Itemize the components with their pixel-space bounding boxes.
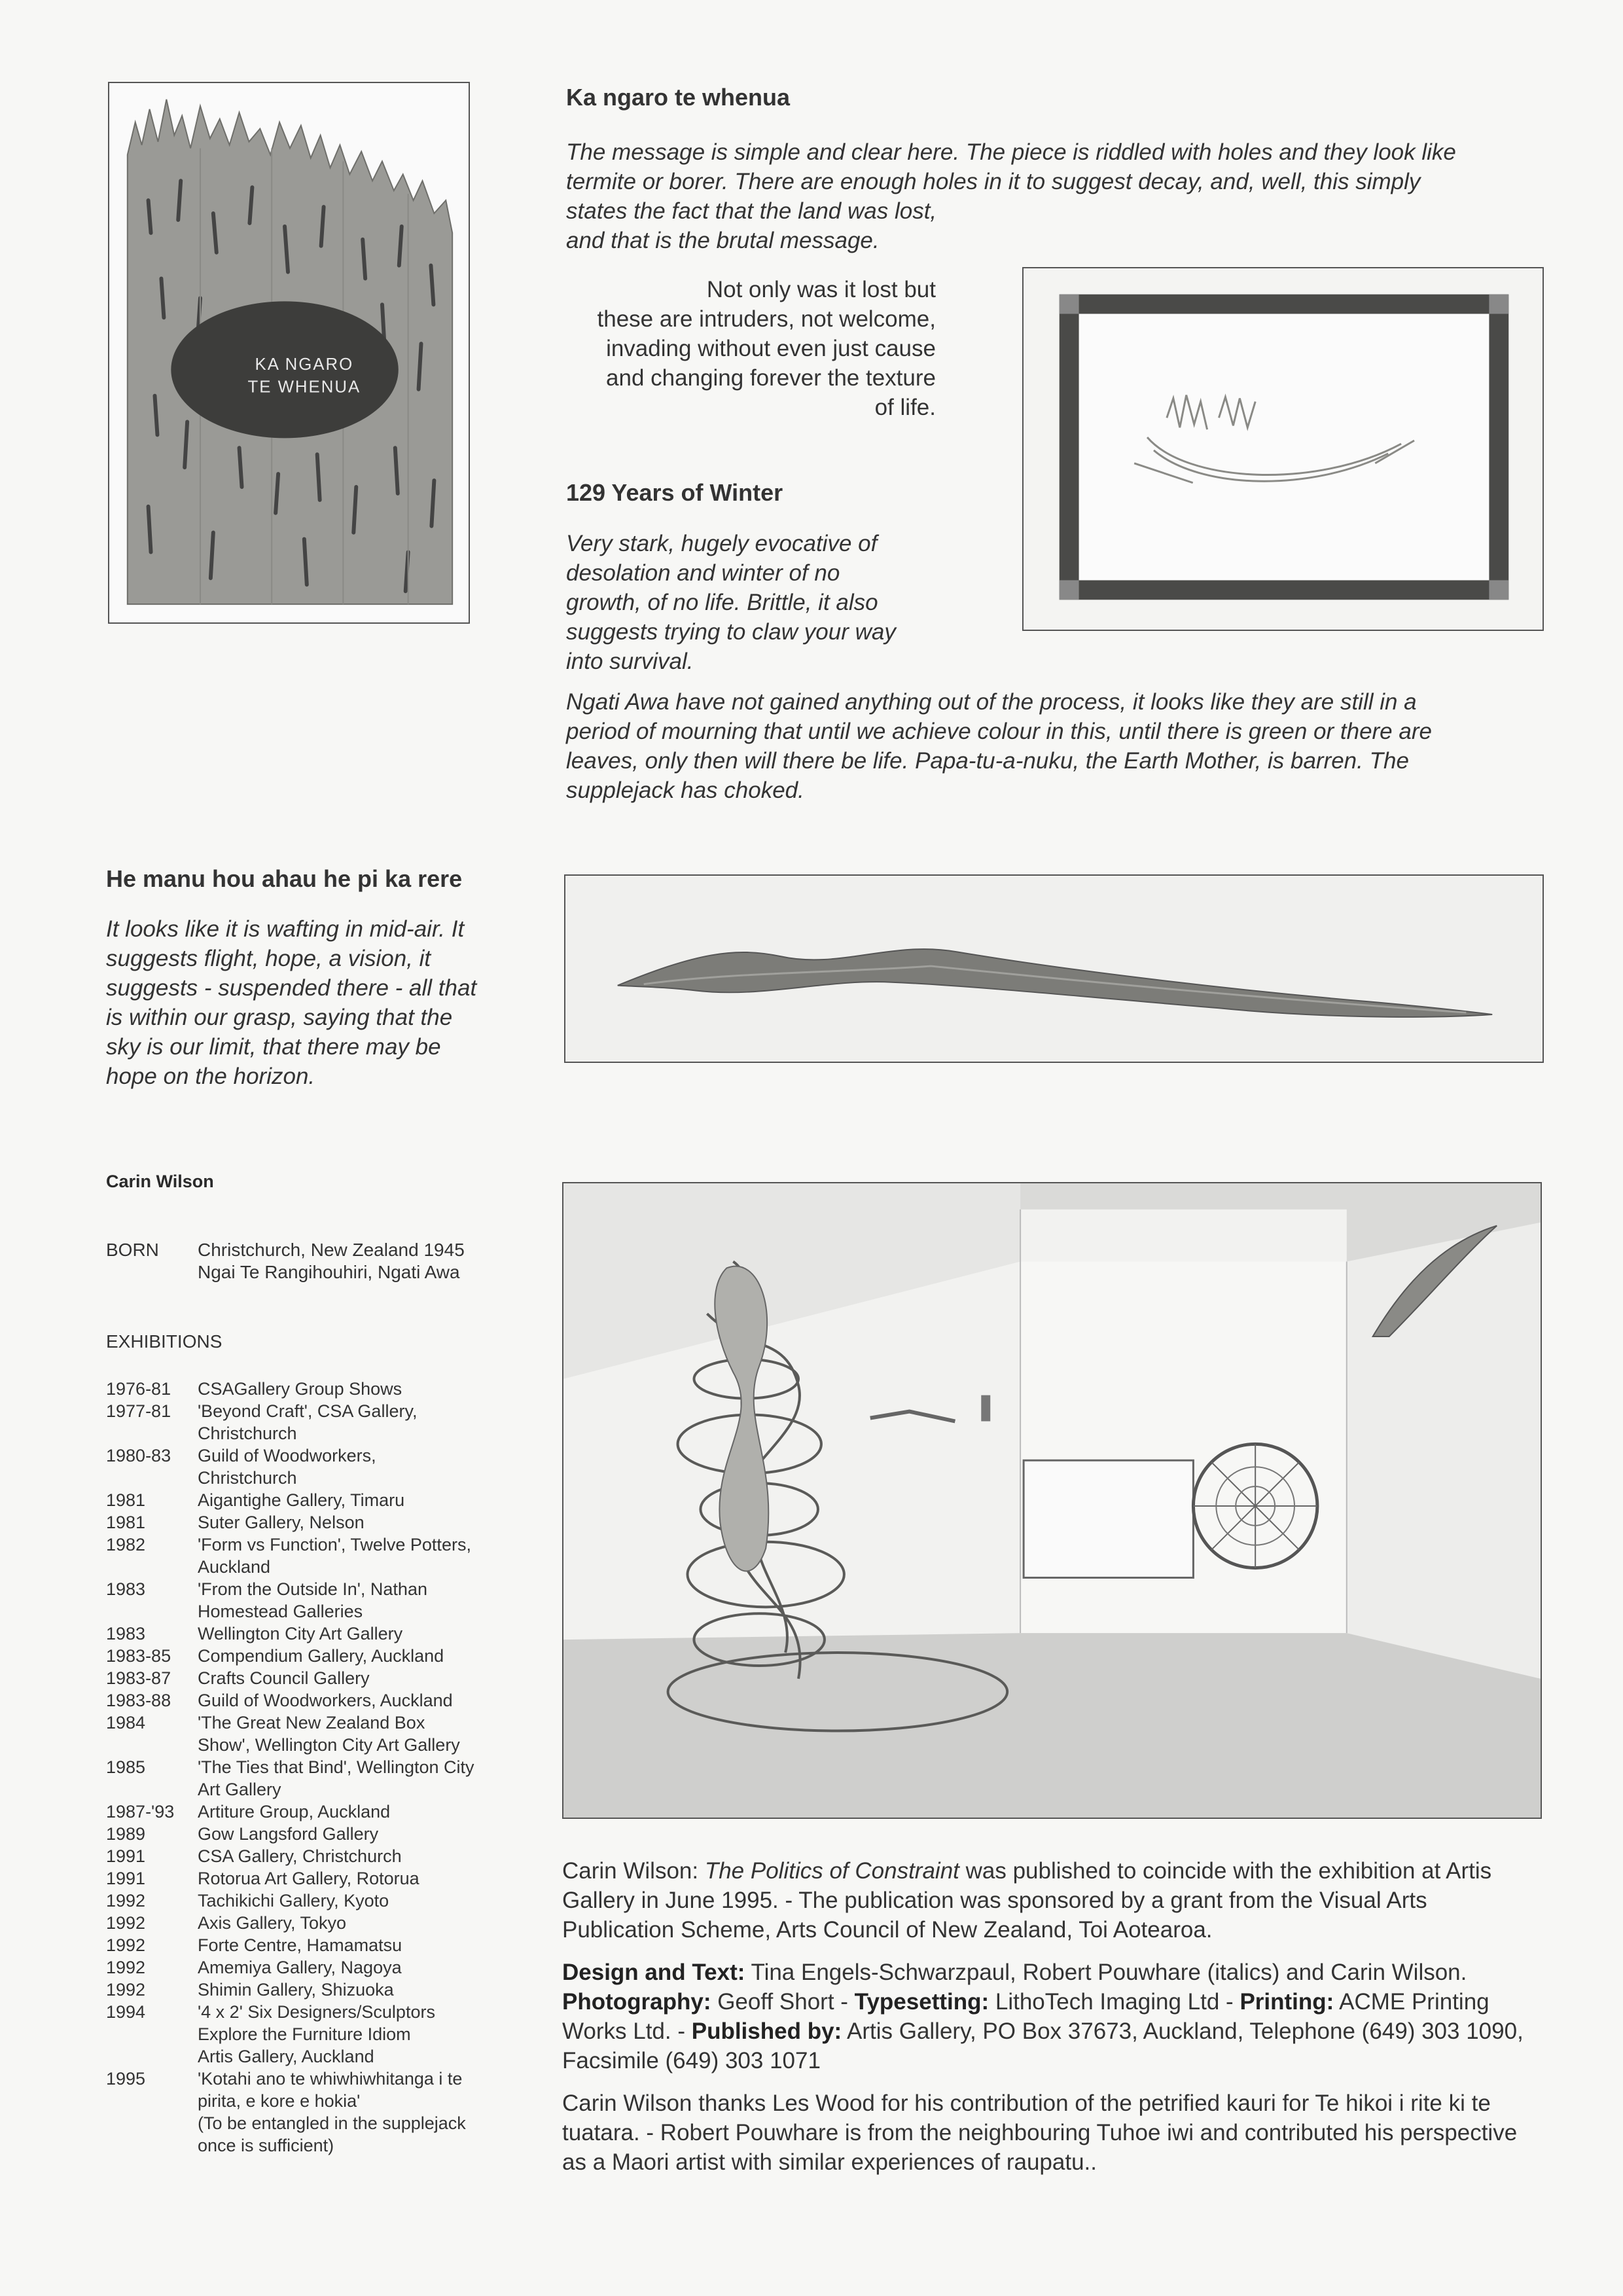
exhibition-line: 'The Ties that Bind', Wellington City xyxy=(198,1757,474,1777)
exhibition-year: 1992 xyxy=(106,1891,146,1910)
exhibition-line: Forte Centre, Hamamatsu xyxy=(198,1935,402,1955)
exhibition-details xyxy=(198,1378,512,1400)
photo-gallery-installation xyxy=(562,1182,1542,1819)
exhibition-year: 1981 xyxy=(106,1490,146,1510)
ka-ngaro-p1-line: The message is simple and clear here. The piece is riddled with holes and they look like xyxy=(566,139,1456,165)
exhibition-details xyxy=(198,1756,512,1801)
exhibition-line: Auckland xyxy=(198,1557,271,1577)
exhibition-details xyxy=(198,1823,512,1845)
title-ka-ngaro: Ka ngaro te whenua xyxy=(566,84,791,111)
photo-ka-ngaro-te-whenua xyxy=(108,82,470,624)
exhibition-row xyxy=(106,1400,512,1444)
title-he-manu-hou: He manu hou ahau he pi ka rere xyxy=(106,865,463,892)
exhibition-year: 1983-88 xyxy=(106,1691,171,1710)
ka-ngaro-p1-line: termite or borer. There are enough holes in it to suggest decay, and, well, this simply xyxy=(566,169,1421,194)
exhibition-details xyxy=(198,1623,512,1645)
exhibition-line: Shimin Gallery, Shizuoka xyxy=(198,1980,394,2000)
winter-p2-line: leaves, only then will there be life. Papa-tu-a-nuku, the Earth Mother, is barren. The xyxy=(566,748,1409,774)
exhibition-details xyxy=(198,1956,512,1979)
publication-title: The Politics of Constraint xyxy=(704,1858,959,1884)
winter-p1-line: desolation and winter of no xyxy=(566,560,840,586)
publication-author: Carin Wilson: xyxy=(562,1858,705,1884)
winter-p1-line: suggests trying to claw your way xyxy=(566,619,896,645)
exhibition-line: Christchurch xyxy=(198,1468,297,1488)
exhibition-details xyxy=(198,1689,512,1712)
ka-ngaro-p1-line: and that is the brutal message. xyxy=(566,228,880,253)
exhibition-details xyxy=(198,1801,512,1823)
exhibition-year: 1976-81 xyxy=(106,1379,171,1399)
exhibition-line: Art Gallery xyxy=(198,1780,281,1799)
credit-label: Photography: xyxy=(562,1989,711,2015)
winter-p2-line: period of mourning that until we achieve colour in this, until there is green or there are xyxy=(566,719,1432,744)
exhibition-row xyxy=(106,1956,512,1979)
credit-value: LithoTech Imaging Ltd - xyxy=(989,1989,1240,2015)
colophon-para-3: Carin Wilson thanks Les Wood for his contribution of the petrified kauri for Te hikoi i rite ki te tuatara. - Robert Pouwhare is from the neighbouring Tuhoe iwi and contributed his perspective as a Maori artist with similar experiences of raupatu.. xyxy=(562,2090,1518,2175)
credit-value: Tina Engels-Schwarzpaul, Robert Pouwhare (italics) and Carin Wilson. xyxy=(745,1960,1467,1985)
exhibition-line: Guild of Woodworkers, Auckland xyxy=(198,1691,453,1710)
exhibition-line: Axis Gallery, Tokyo xyxy=(198,1913,347,1933)
exhibition-row xyxy=(106,1534,512,1578)
publication-note: was published to coincide with the exhibition at Artis Gallery in June 1995. - The publication was sponsored by a grant from the Visual Arts Publication Scheme, Arts Council of New Zealand, Toi Aotearoa. xyxy=(562,1858,1492,1943)
credit-label: Design and Text: xyxy=(562,1960,745,1985)
exhibition-row xyxy=(106,1823,512,1845)
exhibition-details xyxy=(198,1712,512,1756)
exhibition-details xyxy=(198,2068,512,2157)
credit-value: ACME Printing Works Ltd. - xyxy=(562,1989,1489,2044)
exhibition-details xyxy=(198,1444,512,1489)
exhibition-row xyxy=(106,2001,512,2068)
exhibition-line: Aigantighe Gallery, Timaru xyxy=(198,1490,405,1510)
exhibition-line: Suter Gallery, Nelson xyxy=(198,1513,365,1532)
exhibition-details xyxy=(198,1645,512,1667)
exhibition-details xyxy=(198,1489,512,1511)
exhibition-details xyxy=(198,1400,512,1444)
born-block xyxy=(106,1239,525,1285)
born-line: Christchurch, New Zealand 1945 xyxy=(198,1240,465,1260)
exhibition-year: 1984 xyxy=(106,1713,146,1732)
exhibition-year: 1977-81 xyxy=(106,1401,171,1421)
exhibition-row xyxy=(106,1667,512,1689)
title-129-years-of-winter: 129 Years of Winter xyxy=(566,479,783,506)
exhibition-line: Show', Wellington City Art Gallery xyxy=(198,1735,460,1755)
exhibition-row xyxy=(106,1444,512,1489)
exhibition-row xyxy=(106,1912,512,1934)
exhibition-details xyxy=(198,1667,512,1689)
exhibition-line: Homestead Galleries xyxy=(198,1602,363,1621)
exhibition-row xyxy=(106,1867,512,1890)
ka-ngaro-p2-line: these are intruders, not welcome, xyxy=(597,306,936,332)
exhibition-row xyxy=(106,1511,512,1534)
credit-value: Geoff Short - xyxy=(711,1989,855,2015)
born-values xyxy=(198,1239,465,1283)
exhibition-details xyxy=(198,1867,512,1890)
exhibition-year: 1983 xyxy=(106,1579,146,1599)
manu-line: suggests flight, hope, a vision, it xyxy=(106,946,431,971)
exhibition-line: Rotorua Art Gallery, Rotorua xyxy=(198,1869,419,1888)
exhibition-details xyxy=(198,1534,512,1578)
exhibition-year: 1991 xyxy=(106,1869,146,1888)
ka-ngaro-para-2 xyxy=(566,275,936,422)
exhibition-line: Wellington City Art Gallery xyxy=(198,1624,403,1643)
exhibition-year: 1987-'93 xyxy=(106,1802,175,1821)
exhibition-details xyxy=(198,1912,512,1934)
exhibitions-label: EXHIBITIONS xyxy=(106,1331,223,1352)
ka-ngaro-p1-line: states the fact that the land was lost, xyxy=(566,198,937,224)
exhibition-line: 'Kotahi ano te whiwhiwhitanga i te xyxy=(198,2069,463,2089)
exhibition-year: 1995 xyxy=(106,2069,146,2089)
exhibition-line: Amemiya Gallery, Nagoya xyxy=(198,1958,402,1977)
exhibition-row xyxy=(106,1756,512,1801)
exhibition-line: CSAGallery Group Shows xyxy=(198,1379,402,1399)
manu-line: It looks like it is wafting in mid-air. It xyxy=(106,916,465,942)
ka-ngaro-p2-line: invading without even just cause xyxy=(606,336,936,361)
exhibition-year: 1992 xyxy=(106,1980,146,2000)
exhibitions-list xyxy=(106,1378,512,2157)
winter-p2-line: supplejack has choked. xyxy=(566,778,804,803)
photo-he-manu-hou-sculpture xyxy=(564,874,1544,1063)
exhibition-line: Christchurch xyxy=(198,1424,297,1443)
credit-value: Artis Gallery, PO Box 37673, Auckland, Telephone (649) 303 1090, Facsimile (649) 303 1071 xyxy=(562,2018,1524,2073)
winter-para-2 xyxy=(566,687,1587,805)
exhibition-line: (To be entangled in the supplejack xyxy=(198,2113,466,2133)
manu-line: sky is our limit, that there may be xyxy=(106,1034,441,1060)
exhibition-line: Gow Langsford Gallery xyxy=(198,1824,379,1844)
exhibition-details xyxy=(198,1934,512,1956)
exhibition-row xyxy=(106,1934,512,1956)
credit-label: Printing: xyxy=(1240,1989,1334,2015)
exhibition-year: 1985 xyxy=(106,1757,146,1777)
exhibition-row xyxy=(106,1689,512,1712)
manu-para xyxy=(106,914,551,1091)
exhibition-line: Artiture Group, Auckland xyxy=(198,1802,391,1821)
exhibition-row xyxy=(106,1378,512,1400)
winter-p1-line: growth, of no life. Brittle, it also xyxy=(566,590,878,615)
exhibition-row xyxy=(106,1845,512,1867)
exhibition-row xyxy=(106,1645,512,1667)
manu-line: suggests - suspended there - all that xyxy=(106,975,477,1001)
exhibition-line: Guild of Woodworkers, xyxy=(198,1446,376,1465)
exhibition-line: CSA Gallery, Christchurch xyxy=(198,1846,402,1866)
winter-p1-line: into survival. xyxy=(566,649,694,674)
exhibition-line: Explore the Furniture Idiom xyxy=(198,2024,411,2044)
exhibition-line: 'Beyond Craft', CSA Gallery, xyxy=(198,1401,418,1421)
photo-129-years-of-winter xyxy=(1022,267,1544,631)
manu-line: is within our grasp, saying that the xyxy=(106,1005,453,1030)
exhibition-line: '4 x 2' Six Designers/Sculptors xyxy=(198,2002,435,2022)
born-line: Ngai Te Rangihouhiri, Ngati Awa xyxy=(198,1262,460,1282)
ka-ngaro-p2-line: Not only was it lost but xyxy=(706,277,936,302)
exhibition-year: 1991 xyxy=(106,1846,146,1866)
exhibition-year: 1983-87 xyxy=(106,1668,171,1688)
exhibition-year: 1980-83 xyxy=(106,1446,171,1465)
exhibition-year: 1989 xyxy=(106,1824,146,1844)
exhibition-row xyxy=(106,1979,512,2001)
exhibition-details xyxy=(198,1511,512,1534)
colophon xyxy=(562,1856,1544,2177)
exhibition-year: 1994 xyxy=(106,2002,146,2022)
exhibition-details xyxy=(198,2001,512,2068)
ka-ngaro-p2-line: of life. xyxy=(874,395,936,420)
exhibition-line: Crafts Council Gallery xyxy=(198,1668,370,1688)
exhibition-row xyxy=(106,1712,512,1756)
born-label: BORN xyxy=(106,1240,159,1260)
colophon-para-1 xyxy=(562,1856,1544,1945)
exhibition-line: once is sufficient) xyxy=(198,2136,334,2155)
winter-p1-line: Very stark, hugely evocative of xyxy=(566,531,878,556)
exhibition-details xyxy=(198,1979,512,2001)
manu-line: hope on the horizon. xyxy=(106,1064,315,1089)
exhibition-row xyxy=(106,1890,512,1912)
exhibition-line: 'From the Outside In', Nathan xyxy=(198,1579,427,1599)
exhibition-details xyxy=(198,1578,512,1623)
ka-ngaro-para-1 xyxy=(566,137,1574,255)
exhibition-row xyxy=(106,1623,512,1645)
exhibition-row xyxy=(106,1801,512,1823)
exhibition-year: 1981 xyxy=(106,1513,146,1532)
exhibition-year: 1982 xyxy=(106,1535,146,1554)
exhibition-details xyxy=(198,1890,512,1912)
exhibition-row xyxy=(106,2068,512,2157)
exhibition-line: pirita, e kore e hokia' xyxy=(198,2091,361,2111)
exhibition-line: 'The Great New Zealand Box xyxy=(198,1713,425,1732)
exhibition-line: Artis Gallery, Auckland xyxy=(198,2047,374,2066)
exhibition-year: 1992 xyxy=(106,1913,146,1933)
winter-para-1 xyxy=(566,529,985,676)
exhibition-line: Tachikichi Gallery, Kyoto xyxy=(198,1891,389,1910)
artwork-label-line-2: TE WHENUA xyxy=(247,378,361,397)
artist-name: Carin Wilson xyxy=(106,1172,214,1191)
exhibition-year: 1983 xyxy=(106,1624,146,1643)
credit-label: Typesetting: xyxy=(854,1989,990,2015)
exhibition-year: 1992 xyxy=(106,1935,146,1955)
exhibition-line: Compendium Gallery, Auckland xyxy=(198,1646,444,1666)
exhibition-year: 1983-85 xyxy=(106,1646,171,1666)
colophon-credits xyxy=(562,1958,1544,2075)
ka-ngaro-p2-line: and changing forever the texture xyxy=(606,365,936,391)
exhibition-details xyxy=(198,1845,512,1867)
winter-p2-line: Ngati Awa have not gained anything out of the process, it looks like they are still in a xyxy=(566,689,1417,715)
exhibition-line: 'Form vs Function', Twelve Potters, xyxy=(198,1535,471,1554)
exhibition-year: 1992 xyxy=(106,1958,146,1977)
credit-label: Published by: xyxy=(691,2018,842,2044)
exhibition-row xyxy=(106,1489,512,1511)
exhibition-row xyxy=(106,1578,512,1623)
artwork-label-line-1: KA NGARO xyxy=(255,355,354,374)
